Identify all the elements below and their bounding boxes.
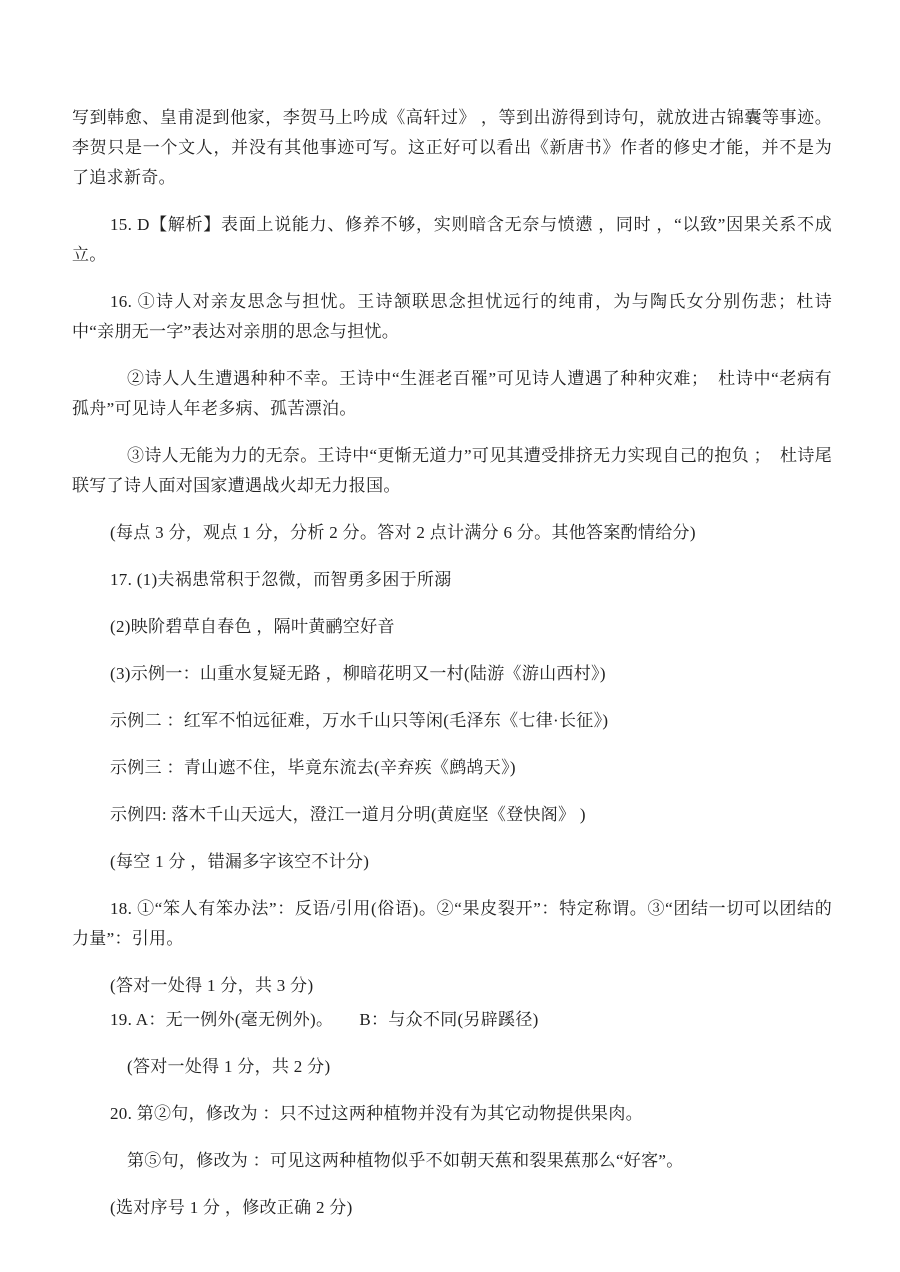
paragraph: ③诗人无能为力的无奈。王诗中“更惭无道力”可见其遭受排挤无力实现自己的抱负 ； 杜诗尾联写了诗人面对国家遭遇战火却无力报国。 xyxy=(72,446,832,495)
paragraph: (答对一处得 1 分，共 3 分) xyxy=(110,976,314,995)
paragraph: 16. ①诗人对亲友思念与担忧。王诗颔联思念担忧远行的纯甫，为与陶氏女分别伤悲；杜诗中“亲朋无一字”表达对亲朋的思念与担忧。 xyxy=(72,292,832,341)
paragraph: 示例三 ：青山遮不住，毕竟东流去(辛弃疾《鹧鸪天》) xyxy=(110,758,516,777)
paragraph: 19. A：无一例外(毫无例外)。 B：与众不同(另辟蹊径) xyxy=(110,1010,539,1029)
paragraph: (选对序号 1 分 ，修改正确 2 分) xyxy=(110,1198,353,1217)
paragraph: (每空 1 分 ，错漏多字该空不计分) xyxy=(110,852,370,871)
paragraph: 写到韩愈、皇甫湜到他家，李贺马上吟成《高轩过》 ，等到出游得到诗句，就放进古锦囊等事迹。李贺只是一个文人，并没有其他事迹可写。这正好可以看出《新唐书》作者的修史才能，并不是为了追求新奇。 xyxy=(72,108,832,187)
paragraph: 示例四: 落木千山天远大，澄江一道月分明(黄庭坚《登快阁》 ) xyxy=(110,805,586,824)
paragraph: 第⑤句，修改为 ：可见这两种植物似乎不如朝天蕉和裂果蕉那么“好客”。 xyxy=(127,1151,684,1170)
paragraph: 20. 第②句，修改为 ：只不过这两种植物并没有为其它动物提供果肉。 xyxy=(110,1104,643,1123)
paragraph: 15. D【解析】表面上说能力、修养不够，实则暗含无奈与愤懑 ，同时 ，“以致”因果关系不成立。 xyxy=(72,215,832,264)
paragraph: (每点 3 分，观点 1 分，分析 2 分。答对 2 点计满分 6 分。其他答案酌情给分) xyxy=(110,523,696,542)
paragraph: 18. ①“笨人有笨办法”：反语/引用(俗语)。②“果皮裂开”：特定称谓。③“团结一切可以团结的力量”：引用。 xyxy=(72,899,832,948)
paragraph: ②诗人人生遭遇种种不幸。王诗中“生涯老百罹”可见诗人遭遇了种种灾难； 杜诗中“老病有孤舟”可见诗人年老多病、孤苦漂泊。 xyxy=(72,369,832,418)
paragraph: (答对一处得 1 分，共 2 分) xyxy=(127,1057,331,1076)
paragraph: 17. (1)夫祸患常积于忽微，而智勇多困于所溺 xyxy=(110,570,452,589)
paragraph: (3)示例一：山重水复疑无路 ，柳暗花明又一村(陆游《游山西村》) xyxy=(110,664,606,683)
paragraph: 示例二 ：红军不怕远征难，万水千山只等闲(毛泽东《七律·长征》) xyxy=(110,711,609,730)
paragraph: (2)映阶碧草自春色 ，隔叶黄鹂空好音 xyxy=(110,617,395,636)
